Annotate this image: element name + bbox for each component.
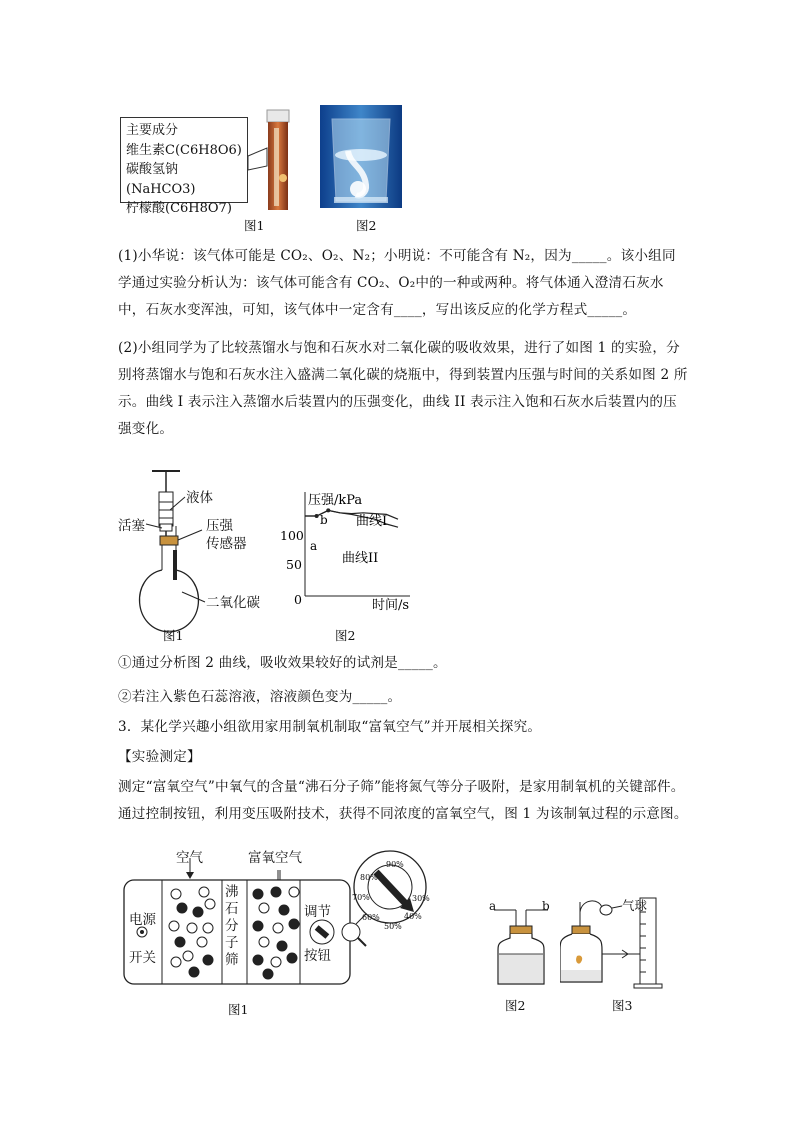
mid-caption-1: 图1 — [163, 628, 184, 643]
bottom-caption-2: 图2 — [505, 998, 526, 1013]
molecule-dot — [183, 951, 193, 961]
label-liquid: 液体 — [186, 490, 213, 506]
molecule-dot — [171, 889, 181, 899]
molecule-dot — [187, 923, 197, 933]
bottom-caption-1: 图1 — [228, 1002, 249, 1017]
dial-60: 60% — [362, 913, 380, 922]
series-label-curve-1: 曲线I — [356, 514, 388, 529]
ingredient-citric-acid: 柠檬酸(C6H8O7) — [126, 201, 232, 216]
molecule-dot — [175, 937, 185, 947]
dial-80: 80% — [360, 873, 378, 882]
molecule-dot — [197, 937, 207, 947]
label-zeolite — [225, 884, 239, 969]
mid-caption-2: 图2 — [335, 628, 356, 643]
zeolite-char: 筛 — [225, 952, 239, 968]
question-1-text: (1)小华说：该气体可能是 CO₂、O₂、N₂；小明说：不可能含有 N₂，因为_____。该小组同学通过实验分析认为：该气体可能含有 CO₂、O₂中的一种或两种。将气体通入澄清石灰水中，石灰水变浑浊，可知，该气体中一定含有____，写出该反应的化学方程式_____。 — [118, 248, 676, 318]
label-sensor-1: 压强 — [206, 518, 233, 534]
molecule-dot — [273, 923, 283, 933]
x-axis-label: 时间/s — [372, 598, 410, 613]
molecule-dot — [259, 903, 269, 913]
ingredients-box — [120, 117, 248, 216]
section-heading: 【实验测定】 — [118, 749, 201, 765]
molecule-dot — [289, 887, 299, 897]
molecule-dot — [277, 941, 287, 951]
ingredient-vitamin-c: 维生素C(C6H8O6) — [126, 142, 242, 158]
label-power: 电源 — [129, 912, 156, 928]
effervescent-tube-image — [245, 108, 305, 213]
molecule-dot — [271, 887, 281, 897]
molecule-dot — [203, 923, 213, 933]
zeolite-char: 分 — [225, 918, 239, 934]
ingredient-nahco3: 碳酸氢钠(NaHCO3) — [126, 162, 196, 197]
label-sensor-2: 传感器 — [206, 536, 247, 552]
molecule-dot — [171, 957, 181, 967]
dial-40: 40% — [404, 912, 422, 921]
adjust-char: 节 — [317, 904, 331, 920]
zeolite-char: 石 — [225, 901, 239, 917]
sub-question-2: ②若注入紫色石蕊溶液，溶液颜色变为_____。 — [118, 689, 402, 705]
molecule-dot — [203, 955, 213, 965]
dial-30: 30% — [412, 894, 430, 903]
series-label-curve-2: 曲线II — [342, 551, 379, 566]
point-b-label: b — [320, 513, 328, 527]
label-switch: 开关 — [129, 950, 156, 966]
label-air: 空气 — [176, 850, 203, 866]
zeolite-char: 子 — [225, 935, 239, 951]
molecule-dot — [287, 953, 297, 963]
molecule-dot — [199, 887, 209, 897]
y-axis-label: 压强/kPa — [308, 493, 363, 508]
molecule-dot — [263, 969, 273, 979]
molecule-dot — [193, 907, 203, 917]
bottom-caption-3: 图3 — [612, 998, 633, 1013]
top-caption-2: 图2 — [356, 218, 377, 233]
adjust-char: 调 — [304, 904, 318, 920]
pressure-time-chart — [270, 476, 430, 626]
glass-of-water-image — [320, 105, 402, 208]
port-a-label: a — [489, 899, 497, 913]
point-b-marker — [326, 508, 330, 512]
molecule-dot — [289, 919, 299, 929]
molecule-dot — [279, 905, 289, 915]
label-stopcock: 活塞 — [118, 518, 145, 534]
button-char: 按 — [304, 948, 318, 964]
sub-question-1: ①通过分析图 2 曲线，吸收效果较好的试剂是_____。 — [118, 655, 447, 671]
dial-90: 90% — [386, 860, 404, 869]
label-adjust — [304, 904, 331, 921]
zeolite-char: 沸 — [225, 884, 239, 900]
label-enriched-air: 富氧空气 — [248, 850, 302, 866]
port-b-label: b — [542, 899, 550, 913]
molecule-dot — [259, 937, 269, 947]
dial-50: 50% — [384, 922, 402, 931]
molecule-dot — [189, 967, 199, 977]
molecule-dot — [253, 889, 263, 899]
y-tick-0: 0 — [294, 592, 302, 607]
top-caption-1: 图1 — [244, 218, 265, 233]
y-tick-50: 50 — [286, 557, 302, 572]
button-char: 钮 — [317, 948, 331, 964]
point-a-marker — [315, 514, 319, 518]
dial-70: 70% — [352, 893, 370, 902]
question-3-body: 测定“富氧空气”中氧气的含量“沸石分子筛”能将氮气等分子吸附，是家用制氧机的关键部件。通过控制按钮，利用变压吸附技术，获得不同浓度的富氧空气，图 1 为该制氧过程的示意图。 — [118, 779, 688, 822]
label-co2: 二氧化碳 — [206, 595, 260, 611]
molecule-dot — [177, 903, 187, 913]
molecule-dot — [205, 899, 215, 909]
molecule-dot — [253, 921, 263, 931]
molecule-dot — [271, 957, 281, 967]
label-balloon: 气球 — [622, 898, 648, 913]
ingredients-title: 主要成分 — [126, 123, 179, 138]
question-2-text: (2)小组同学为了比较蒸馏水与饱和石灰水对二氧化碳的吸收效果，进行了如图 1 的实验，分别将蒸馏水与饱和石灰水注入盛满二氧化碳的烧瓶中，得到装置内压强与时间的关系如图 2 所示。曲线 I 表示注入蒸馏水后装置内的压强变化，曲线 II 表示注入饱和石灰水后装置内的压强变化。 — [118, 340, 688, 437]
point-a-label: a — [310, 539, 318, 553]
molecule-dot — [253, 955, 263, 965]
balloon-cylinder-apparatus — [560, 892, 680, 992]
molecule-dot — [169, 921, 179, 931]
y-tick-100: 100 — [280, 528, 304, 543]
label-button — [304, 948, 331, 965]
question-3-text: 3．某化学兴趣小组欲用家用制氧机制取“富氧空气”并开展相关探究。 — [118, 719, 542, 735]
